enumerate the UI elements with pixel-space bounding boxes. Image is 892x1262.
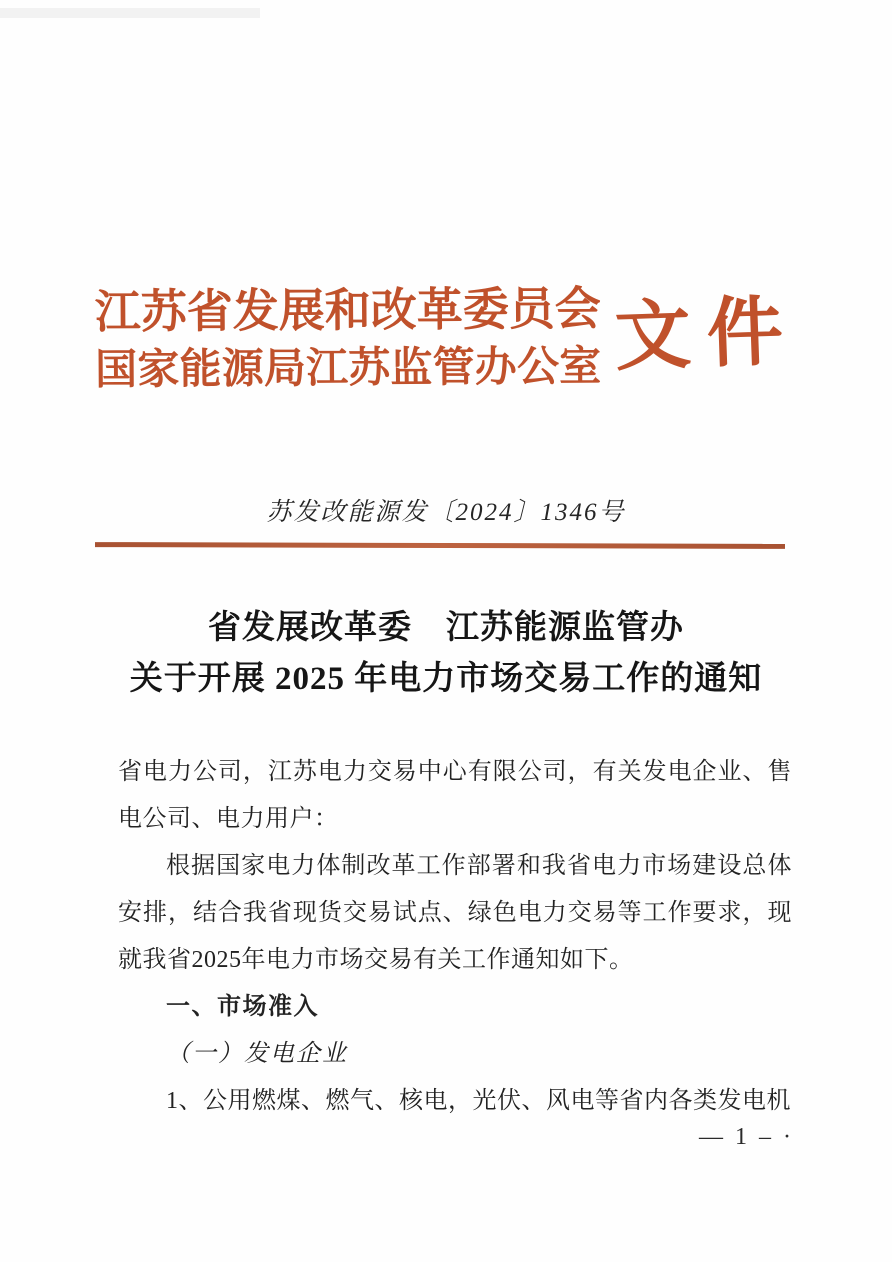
agency-line-1: 江苏省发展和改革委员会 [94, 283, 601, 338]
agency-line-2: 国家能源局江苏监管办公室 [95, 344, 602, 394]
document-title [60, 603, 832, 705]
document-number: 苏发改能源发〔2024〕1346号 [266, 499, 626, 526]
document-body [118, 749, 792, 1125]
page-number: — 1 – · [699, 1124, 794, 1150]
issuing-agencies [95, 280, 602, 400]
header-divider-line [95, 542, 785, 549]
intro-paragraph: 根据国家电力体制改革工作部署和我省电力市场建设总体安排，结合我省现货交易试点、绿色电力交易等工作要求，现就我省2025年电力市场交易有关工作通知如下。 [118, 853, 792, 973]
section-heading-1: 一、市场准入 [166, 994, 319, 1020]
title-line-2: 关于开展 2025 年电力市场交易工作的通知 [129, 661, 763, 697]
doc-type-label: 文件 [613, 289, 801, 381]
subsection-heading-1: （一）发电企业 [166, 1041, 348, 1067]
salutation: 省电力公司，江苏电力交易中心有限公司，有关发电企业、售电公司、电力用户： [118, 759, 792, 832]
scan-artifact [0, 8, 260, 18]
list-item-1: 1、公用燃煤、燃气、核电，光伏、风电等省内各类发电机 [166, 1088, 791, 1114]
title-line-1: 省发展改革委 江苏能源监管办 [208, 610, 684, 646]
letterhead [94, 282, 801, 398]
